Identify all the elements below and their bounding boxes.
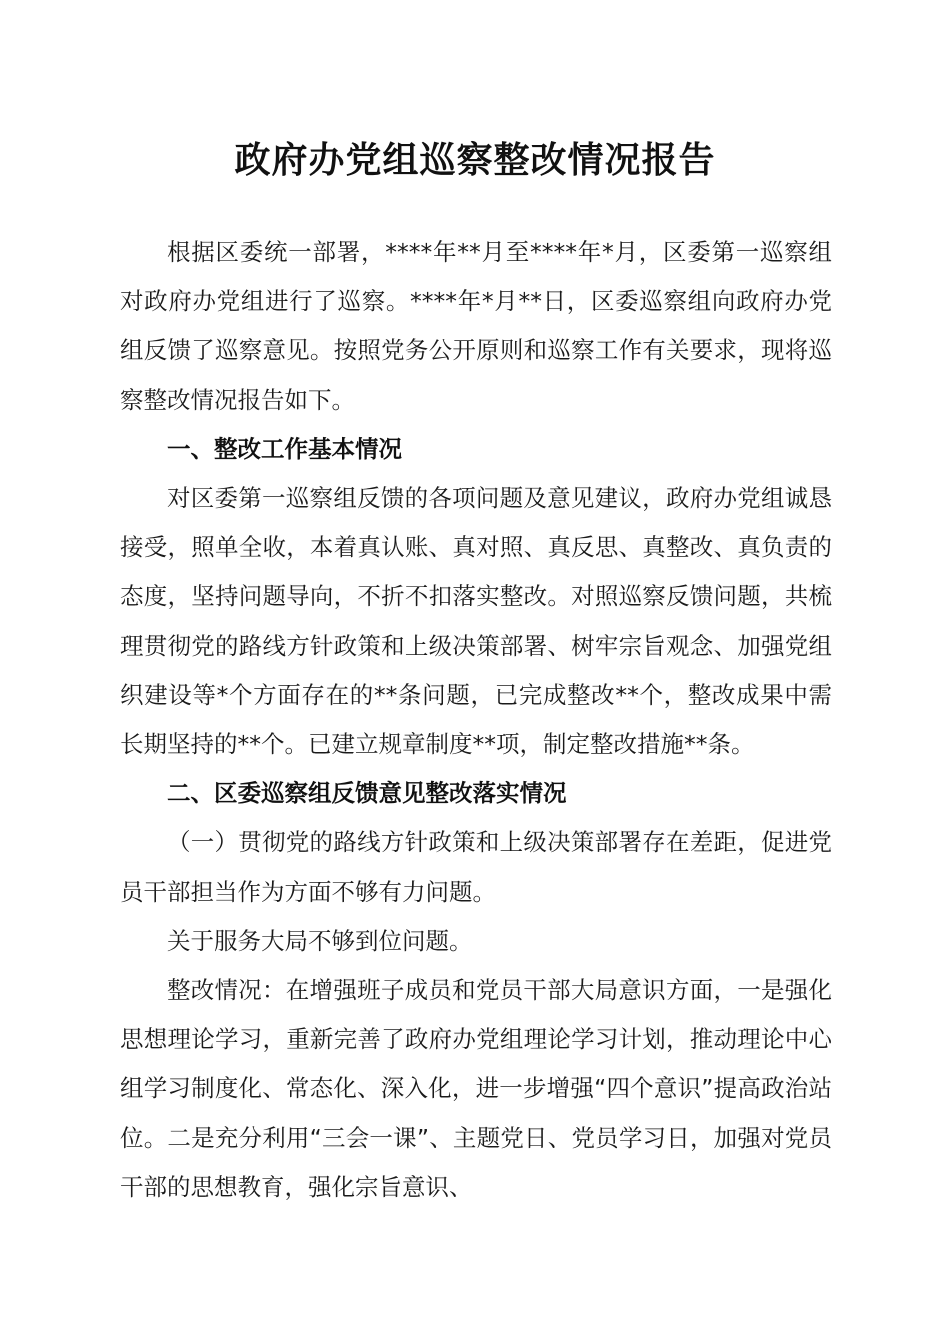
issue-paragraph: 关于服务大局不够到位问题。 xyxy=(167,926,473,955)
subsection-heading-1: （一）贯彻党的路线方针政策和上级决策部署存在差距，促进党员干部担当作为方面不够有力问题。 xyxy=(120,828,832,906)
section-heading-2: 二、区委巡察组反馈意见整改落实情况 xyxy=(167,779,567,808)
section-heading-1: 一、整改工作基本情况 xyxy=(167,434,402,463)
section-1-paragraph: 对区委第一巡察组反馈的各项问题及意见建议，政府办党组诚恳接受，照单全收，本着真认账、真对照、真反思、真整改、真负责的态度，坚持问题导向，不折不扣落实整改。对照巡察反馈问题，共梳理贯彻党的路线方针政策和上级决策部署、树牢宗旨观念、加强党组织建设等*个方面存在的**条问题，已完成整改**个，整改成果中需长期坚持的**个。已建立规章制度**项，制定整改措施**条。 xyxy=(120,484,832,759)
intro-paragraph: 根据区委统一部署，****年**月至****年*月，区委第一巡察组对政府办党组进行了巡察。****年*月**日，区委巡察组向政府办党组反馈了巡察意见。按照党务公开原则和巡察工作有关要求，现将巡察整改情况报告如下。 xyxy=(120,238,832,414)
rectification-paragraph: 整改情况：在增强班子成员和党员干部大局意识方面，一是强化思想理论学习，重新完善了政府办党组理论学习计划，推动理论中心组学习制度化、常态化、深入化，进一步增强“四个意识”提高政治站位。二是充分利用“三会一课”、主题党日、党员学习日，加强对党员干部的思想教育，强化宗旨意识、 xyxy=(120,976,832,1201)
document-title: 政府办党组巡察整改情况报告 xyxy=(234,139,716,181)
document-body xyxy=(120,228,832,1212)
